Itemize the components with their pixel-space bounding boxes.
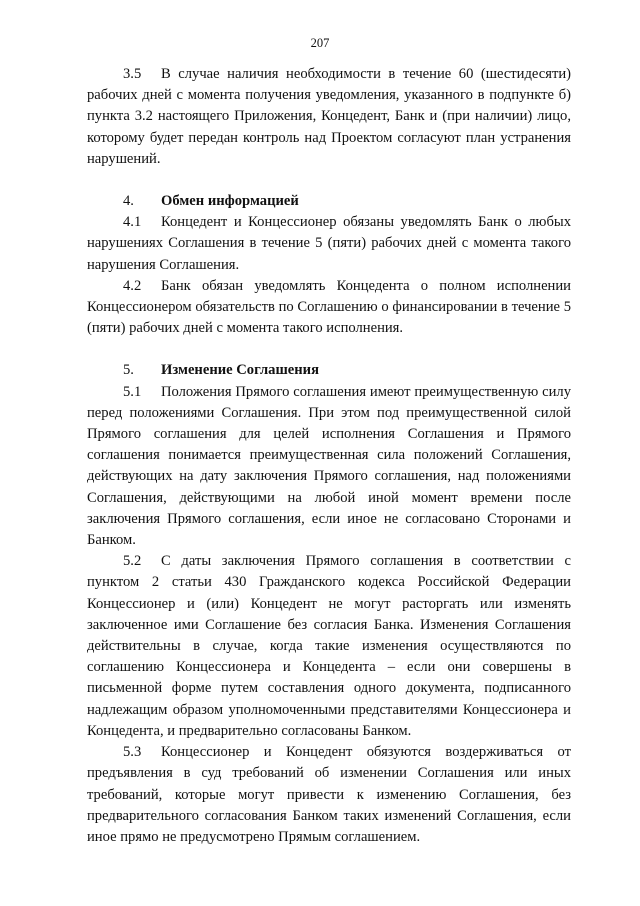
document-body: [87, 64, 571, 848]
section-number: 4.: [123, 193, 134, 210]
clause-text: Положения Прямого соглашения имеют преимущественную силу перед положениями Соглашения. При этом под преимущественной силой Прямого соглашения для целей исполнения Соглашения и Прямого соглашения понимается преимущественная сила положений Соглашения, действующих на дату заключения Прямого соглашения, над положениями Соглашения, действующими на любой иной момент времени после заключения Прямого соглашения, если иное не согласовано Сторонами и Банком.: [87, 383, 571, 549]
clause-text: Концедент и Концессионер обязаны уведомлять Банк о любых нарушениях Соглашения в течение 5 (пяти) рабочих дней с момента такого нарушения Соглашения.: [87, 214, 571, 273]
clause-5-2: [87, 551, 571, 742]
section-title: Обмен информацией: [161, 193, 299, 210]
clause-number: 5.2: [123, 553, 142, 570]
clause-number: 4.1: [123, 214, 142, 231]
clause-text: Банк обязан уведомлять Концедента о полном исполнении Концессионером обязательств по Соглашению о финансировании в течение 5 (пяти) рабочих дней с момента такого исполнения.: [87, 277, 571, 337]
section-title: Изменение Соглашения: [161, 362, 319, 379]
section-5-heading: [87, 360, 571, 381]
clause-number: 5.3: [123, 744, 142, 761]
clause-text: С даты заключения Прямого соглашения в соответствии с пунктом 2 статьи 430 Гражданского кодекса Российской Федерации Концессионер и (или) Концедент не могут расторгать или изменять заключенное ими Соглашение без согласия Банка. Изменения Соглашения действительны в случае, когда такие изменения осуществляются по соглашению Концессионера и Концедента – если они совершены в письменной форме путем составления одного документа, подписанного надлежащим образом уполномоченными представителями Концессионера и Концедента, и предварительно согласованы Банком.: [87, 553, 571, 739]
section-4-heading: [87, 191, 571, 212]
clause-5-3: [87, 742, 571, 848]
clause-4-1: [87, 212, 571, 276]
clause-text: Концессионер и Концедент обязуются воздерживаться от предъявления в суд требований об изменении Соглашения или иных требований, которые могут привести к изменению Соглашения, без предварительного согласования Банком таких изменений Соглашения, если иное прямо не предусмотрено Прямым соглашением.: [87, 744, 571, 845]
page-number: 207: [310, 36, 330, 50]
section-number: 5.: [123, 362, 134, 379]
clause-text: В случае наличия необходимости в течение 60 (шестидесяти) рабочих дней с момента получения уведомления, указанного в подпункте б) пункта 3.2 настоящего Приложения, Концедент, Банк и (при наличии) лицо, которому будет передан контроль над Проектом согласуют план устранения нарушений.: [87, 66, 571, 167]
clause-number: 3.5: [123, 66, 142, 82]
clause-4-2: [87, 276, 571, 340]
clause-3-5: [87, 64, 571, 170]
clause-5-1: [87, 382, 571, 552]
clause-number: 5.1: [123, 383, 142, 400]
clause-number: 4.2: [123, 277, 142, 294]
